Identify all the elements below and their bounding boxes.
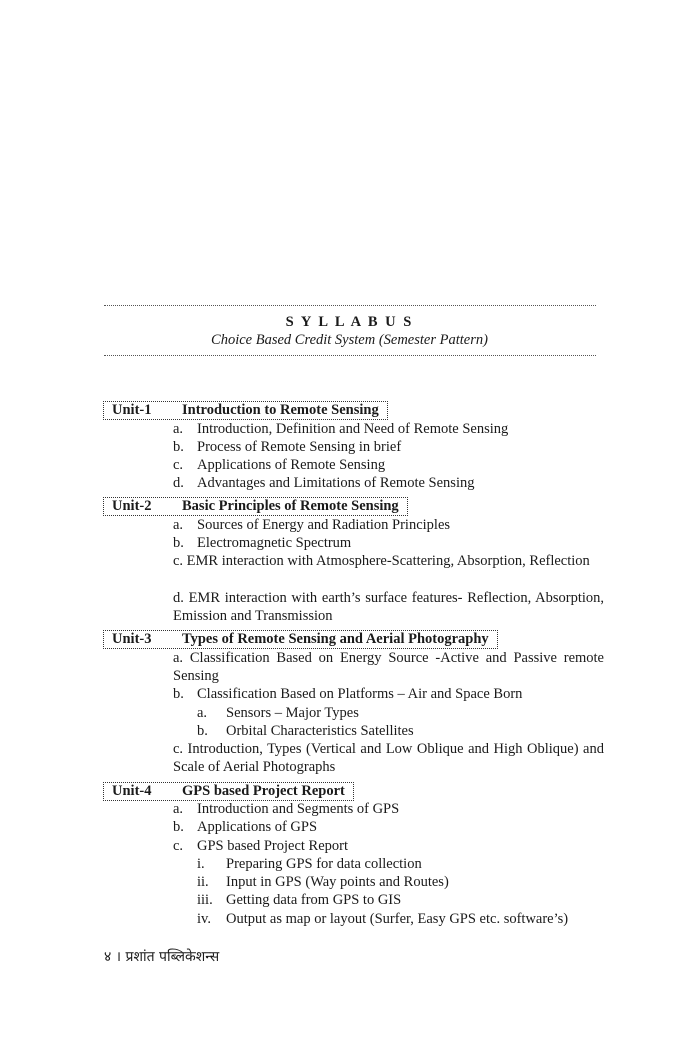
unit-3-heading <box>103 630 498 649</box>
list-item: b. Classification Based on Platforms – Air and Space Born <box>173 686 523 702</box>
unit-title: Types of Remote Sensing and Aerial Photography <box>182 631 489 647</box>
sub-list-item: i. Preparing GPS for data collection <box>197 856 422 872</box>
page-footer: ४ । प्रशांत पब्लिकेशन्स <box>104 949 220 965</box>
sub-list-item: ii. Input in GPS (Way points and Routes) <box>197 874 449 890</box>
list-item: d. Advantages and Limitations of Remote Sensing <box>173 475 475 491</box>
page-subtitle: Choice Based Credit System (Semester Pattern) <box>211 332 488 348</box>
list-item: a. Sources of Energy and Radiation Principles <box>173 517 451 533</box>
unit-code: Unit-1 <box>112 402 152 418</box>
list-item: d. EMR interaction with earth’s surface features- Reflection, Absorption, Emission and Transmission <box>173 590 604 625</box>
page-title: S Y L L A B U S <box>285 314 414 330</box>
unit-code: Unit-3 <box>112 631 152 647</box>
unit-title: Basic Principles of Remote Sensing <box>182 498 399 514</box>
list-item: b. Applications of GPS <box>173 819 318 835</box>
list-item: c. Applications of Remote Sensing <box>173 457 386 473</box>
sub-list-item: b. Orbital Characteristics Satellites <box>197 723 414 739</box>
list-item: b. Electromagnetic Spectrum <box>173 535 352 551</box>
unit-2-heading <box>103 497 408 516</box>
list-item: a. Introduction, Definition and Need of Remote Sensing <box>173 421 509 437</box>
subtitle-rule <box>104 355 596 356</box>
unit-1-heading <box>103 401 388 420</box>
list-item: a. Introduction and Segments of GPS <box>173 801 400 817</box>
unit-title: GPS based Project Report <box>182 783 345 799</box>
list-item: c. Introduction, Types (Vertical and Low Oblique and High Oblique) and Scale of Aerial Photographs <box>173 741 604 776</box>
unit-code: Unit-2 <box>112 498 152 514</box>
list-item: a. Classification Based on Energy Source -Active and Passive remote Sensing <box>173 650 604 685</box>
list-item: b. Process of Remote Sensing in brief <box>173 439 402 455</box>
unit-code: Unit-4 <box>112 783 152 799</box>
top-rule <box>104 305 596 306</box>
list-item: c. EMR interaction with Atmosphere-Scattering, Absorption, Reflection <box>173 553 590 569</box>
sub-list-item: iv. Output as map or layout (Surfer, Easy GPS etc. software’s) <box>197 911 569 927</box>
unit-4-heading <box>103 782 354 801</box>
sub-list-item: a. Sensors – Major Types <box>197 705 359 721</box>
unit-title: Introduction to Remote Sensing <box>182 402 379 418</box>
list-item: c. GPS based Project Report <box>173 838 349 854</box>
sub-list-item: iii. Getting data from GPS to GIS <box>197 892 402 908</box>
